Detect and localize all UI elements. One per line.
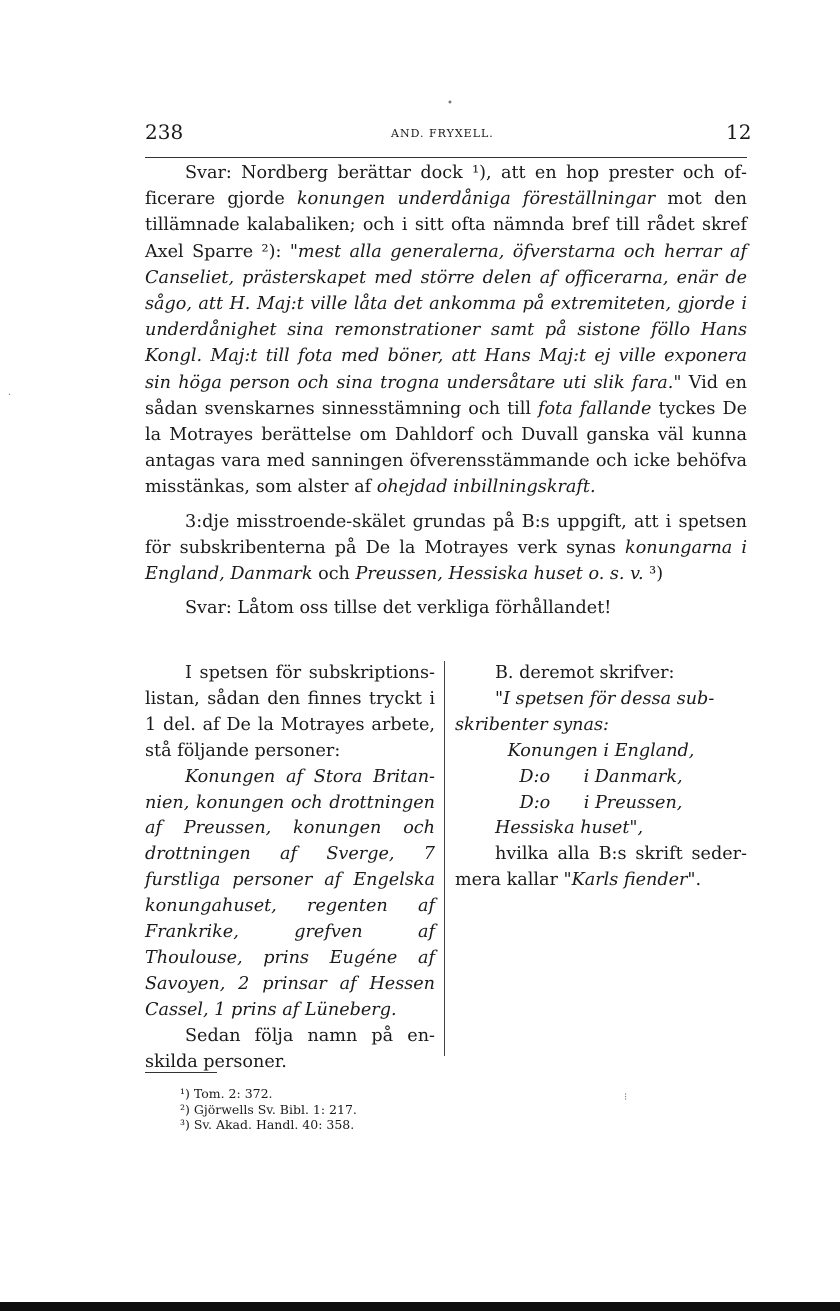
page-number-left: 238 xyxy=(145,120,184,144)
italic-run: D:o i Danmark, xyxy=(519,766,683,787)
right-line-5 xyxy=(455,791,747,817)
italic-run: Hessiska huset", xyxy=(495,818,644,839)
italic-run: ohejdad inbillningskraft. xyxy=(376,477,596,498)
column-divider xyxy=(444,661,445,1056)
italic-run: Konungen i England, xyxy=(507,740,695,761)
running-title: AND. FRYXELL. xyxy=(391,127,494,140)
scan-speck: • xyxy=(447,98,453,109)
right-line-7 xyxy=(455,842,747,894)
text-run: Svar: Nordberg berättar dock ¹), att en hop prester och officerare gjorde xyxy=(145,163,747,210)
right-line-4 xyxy=(455,765,747,791)
footnote-3: ³) Sv. Akad. Handl. 40: 358. xyxy=(180,1117,355,1132)
text-run: ³) xyxy=(643,564,664,585)
text-run: 3:dje misstroende-skälet grundas på B:s uppgift, att i spetsen för subskribenterna på De la Motrayes verk synas xyxy=(145,511,747,558)
right-column xyxy=(455,661,747,894)
page-number-right: 12 xyxy=(726,120,752,144)
left-outro: Sedan följa namn på enskilda personer. xyxy=(145,1025,435,1072)
scan-bottom-edge xyxy=(0,1302,840,1311)
footnote-2: ²) Gjörwells Sv. Bibl. 1: 217. xyxy=(180,1101,357,1117)
subscriber-names: Konungen af Stora Britannien, konungen och drottningen af Preussen, konungen och drottningen af Sverge, 7 furstliga personer af Engelska konungahuset, regenten af Frankrike, grefven af Thoulouse, prins Eugéne af Savoyen, 2 prinsar af Hessen Cassel, 1 prins af Lüneberg. xyxy=(145,766,435,1020)
paragraph-svar-1 xyxy=(145,160,747,501)
right-line-3 xyxy=(455,739,747,765)
italic-quote: "mest alla generalerna, öfverstarna och herrar af Canseliet, prästerskapet med större delen af officerarna, enär de sågo, att H. Maj:t ville låta det ankomma på extremiteten, gjorde i underdånighet sina remonstrationer samt på sistone föllo Hans Kongl. Maj:t till fota med böner, att Hans Maj:t ej ville exponera sin höga person och sina trogna undersåtare uti slik fara." xyxy=(145,241,747,393)
right-line-1: B. deremot skrifver: xyxy=(495,663,675,683)
text-run: och xyxy=(312,564,356,585)
text-run: . xyxy=(695,870,702,891)
left-column xyxy=(145,661,435,1076)
italic-run: D:o i Preussen, xyxy=(519,792,683,813)
scan-speck: ⁝ xyxy=(624,1092,628,1103)
footnote-rule xyxy=(145,1072,217,1073)
text-run: tyckes De la Motrayes berättelse om Dahldorf och Duvall ganska väl kunna antagas vara med sanningen öfverensstämmande och icke behöfva misstänkas, som alster af xyxy=(145,398,747,498)
scan-speck: · xyxy=(8,390,12,401)
right-line-2 xyxy=(455,687,747,739)
paragraph-svar-2: Svar: Låtom oss tillse det verkliga förhållandet! xyxy=(185,598,612,619)
left-names xyxy=(145,765,435,1024)
text-run: mot den tillämnade kalabaliken; och i sitt ofta nämnda bref till rådet skref Axel Sparre ²): xyxy=(145,189,747,262)
footnotes xyxy=(180,1086,357,1133)
header-rule xyxy=(145,157,747,158)
left-intro: I spetsen för subskriptionslistan, sådan den finnes tryckt i 1 del. af De la Motrayes arbete, stå följande personer: xyxy=(145,663,435,761)
paragraph-third-reason xyxy=(145,509,747,588)
text-run: Vid en sådan svenskarnes sinnesstämning och till xyxy=(145,372,747,419)
italic-run: "I spetsen för dessa subskribenter synas: xyxy=(455,688,715,735)
right-line-6 xyxy=(455,816,747,842)
italic-run: "Karls fiender" xyxy=(563,870,696,891)
italic-run: Preussen, Hessiska huset o. s. v. xyxy=(355,564,644,585)
body-text xyxy=(145,160,747,621)
italic-run: fota fallande xyxy=(538,398,652,419)
italic-run: konungarna i England, Danmark xyxy=(145,537,747,585)
footnote-1: ¹) Tom. 2: 372. xyxy=(180,1086,273,1101)
text-run: hvilka alla B:s skrift sedermera kallar xyxy=(455,844,747,891)
italic-run: konungen underdåniga föreställningar xyxy=(297,189,656,210)
